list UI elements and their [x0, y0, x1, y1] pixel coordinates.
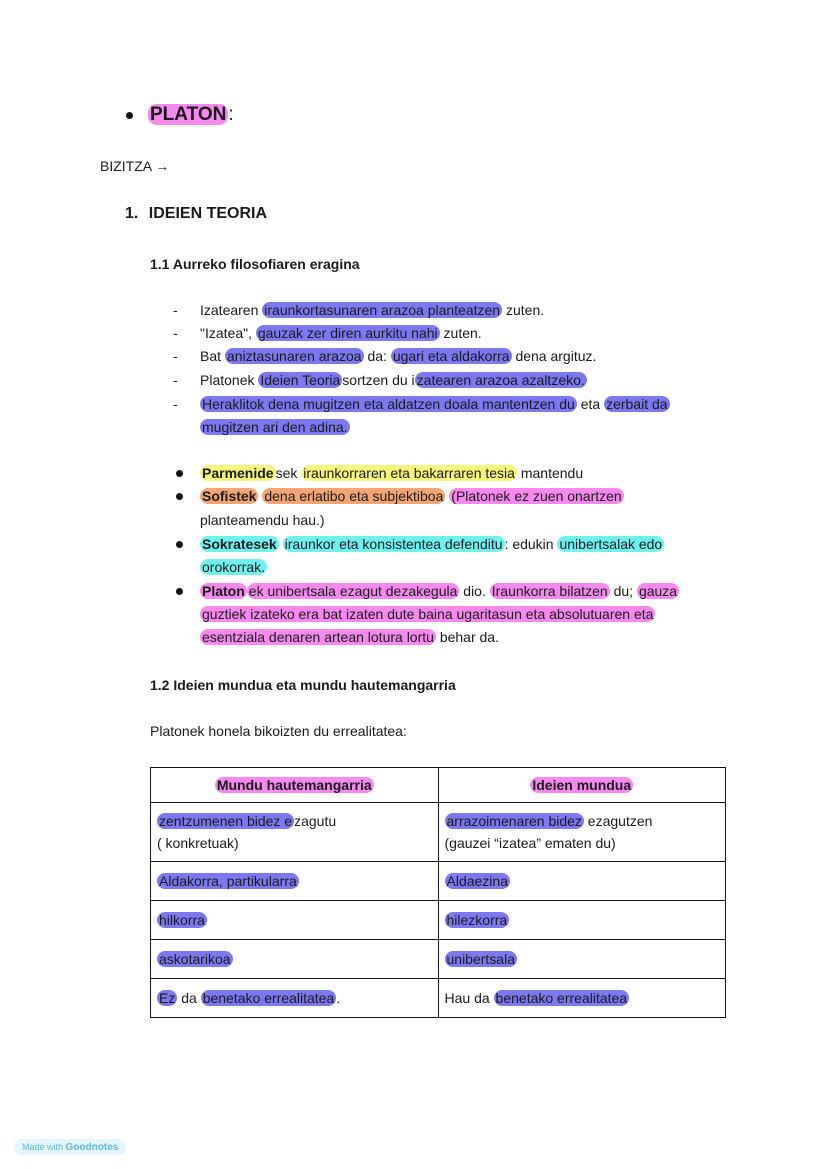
- highlight: orokorrak.: [202, 559, 266, 575]
- highlight: Ideien Teoria: [260, 372, 341, 388]
- text: (gauzei “izatea” ematen du): [444, 835, 616, 851]
- highlight: benetako errealitatea: [495, 990, 628, 1006]
- highlight: ugari eta aldakorra: [392, 348, 510, 364]
- table-row: [151, 862, 726, 901]
- text: behar da.: [439, 629, 499, 645]
- text: dio.: [463, 583, 486, 599]
- table-row: [151, 979, 726, 1018]
- subsection-1-title: 1.1 Aurreko filosofiaren eragina: [150, 256, 360, 272]
- text: : edukin: [504, 536, 554, 552]
- dash-marker: -: [173, 302, 178, 318]
- text: dena argituz.: [515, 348, 597, 364]
- table-row: [151, 803, 726, 862]
- highlight: zatearen arazoa azaltzeko.: [416, 372, 585, 388]
- highlight: (Platonek ez zuen onartzen: [451, 488, 622, 504]
- table-cell: [151, 803, 439, 862]
- highlight: Iraunkorra bilatzen: [491, 583, 608, 599]
- text: zuten.: [505, 302, 545, 318]
- bullet-item-4-line3: [200, 629, 499, 645]
- highlight: guztiek izateko era bat izaten dute baina ugaritasun eta absolutuaren eta: [202, 606, 654, 622]
- dash-marker: -: [173, 372, 178, 388]
- bullet-marker: [176, 588, 183, 595]
- bizitza-label: BIZITZA →: [100, 158, 170, 174]
- text: "Izatea",: [200, 325, 252, 341]
- highlight: Aldakorra, partikularra: [159, 873, 297, 889]
- subsection-2-title: 1.2 Ideien mundua eta mundu hautemangarria: [150, 677, 456, 693]
- text: Platonek: [200, 372, 255, 388]
- highlight: gauza: [638, 583, 678, 599]
- highlight: hilkorra: [159, 912, 205, 928]
- dash-item-2: [200, 325, 482, 341]
- title-bullet: [126, 112, 133, 119]
- dash-item-5-line2: [200, 419, 350, 435]
- title-suffix: :: [228, 104, 234, 125]
- bullet-item-4-line2: [200, 606, 655, 622]
- text: ( konkretuak): [157, 835, 239, 851]
- highlight: Sokratesek: [202, 536, 277, 552]
- dash-item-3: [200, 348, 596, 364]
- text: Izatearen: [200, 302, 259, 318]
- text: zuten.: [443, 325, 482, 341]
- highlight: iraunkor eta konsistentea defenditu: [284, 536, 503, 552]
- highlight: Parmenide: [202, 465, 274, 481]
- highlight: Aldaezina: [446, 873, 508, 889]
- table-cell: [438, 940, 726, 979]
- text: Bat: [200, 348, 222, 364]
- text: da: [181, 990, 197, 1006]
- subsection-2-intro: Platonek honela bikoizten du errealitatea:: [150, 723, 407, 739]
- text: eta: [580, 396, 601, 412]
- goodnotes-badge: [14, 1139, 126, 1155]
- bullet-marker: [176, 541, 183, 548]
- text: zagutu: [294, 813, 337, 829]
- table-cell: [438, 803, 726, 862]
- table-cell: [151, 901, 439, 940]
- highlight: Platon: [202, 583, 245, 599]
- dash-marker: -: [173, 325, 178, 341]
- highlight: ek unibertsala ezagut dezakegula: [248, 583, 458, 599]
- text: sortzen du i: [342, 372, 415, 388]
- section-heading: [125, 205, 267, 223]
- dash-item-4: [200, 372, 587, 388]
- text: .: [336, 990, 341, 1006]
- bullet-marker: [176, 493, 183, 500]
- text: du;: [613, 583, 634, 599]
- table-row: [151, 901, 726, 940]
- highlight: zerbait da: [606, 396, 668, 412]
- highlight: benetako errealitatea: [202, 990, 335, 1006]
- section-number: 1.: [125, 205, 139, 222]
- table-header-row: [151, 768, 726, 803]
- text: mantendu: [520, 465, 584, 481]
- bullet-item-4: [200, 583, 679, 599]
- dash-marker: -: [173, 348, 178, 364]
- highlight: Ez: [159, 990, 176, 1006]
- highlight: mugitzen ari den adina.: [202, 419, 348, 435]
- highlight: aniztasunaren arazoa: [226, 348, 362, 364]
- highlight: gauzak zer diren aurkitu nahi: [257, 325, 438, 341]
- table-cell: [151, 862, 439, 901]
- bullet-item-3-line2: [200, 559, 267, 575]
- page-title: [148, 103, 234, 127]
- header-label: Ideien mundua: [532, 777, 632, 793]
- highlight: Sofistek: [202, 488, 257, 504]
- highlight: zentzumenen bidez e: [159, 813, 293, 829]
- table-cell: [438, 901, 726, 940]
- text: ezagutzen: [587, 813, 653, 829]
- text: Hau da: [444, 990, 490, 1006]
- text: sek: [275, 465, 298, 481]
- highlight: iraunkortasunaren arazoa planteatzen: [264, 302, 501, 318]
- bullet-marker: [176, 470, 183, 477]
- highlight: dena erlatibo eta subjektiboa: [264, 488, 444, 504]
- table-cell: [438, 979, 726, 1018]
- highlight: esentziala denaren artean lotura lortu: [202, 629, 434, 645]
- highlight: Heraklitok dena mugitzen eta aldatzen doala mantentzen du: [202, 396, 575, 412]
- highlight: unibertsalak edo: [559, 536, 663, 552]
- highlight: hilezkorra: [446, 912, 508, 928]
- bullet-item-3: [200, 536, 664, 552]
- table-header: [151, 768, 439, 803]
- highlight: arrazoimenaren bidez: [446, 813, 582, 829]
- table-header: [438, 768, 726, 803]
- highlight: iraunkorraren eta bakarraren tesia: [303, 465, 515, 481]
- text: da:: [367, 348, 387, 364]
- made-with-label: Made with: [22, 1142, 64, 1152]
- title-name: PLATON: [150, 104, 227, 125]
- highlight: askotarikoa: [159, 951, 231, 967]
- dash-marker: -: [173, 396, 178, 412]
- comparison-table: [150, 767, 726, 1018]
- table-cell: [151, 979, 439, 1018]
- dash-item-1: [200, 302, 544, 318]
- bullet-item-2: [200, 488, 624, 504]
- goodnotes-logo: Goodnotes: [65, 1142, 119, 1153]
- bullet-item-2-line2: planteamendu hau.): [200, 512, 325, 528]
- bullet-item-1: [200, 465, 583, 481]
- table-cell: [151, 940, 439, 979]
- header-label: Mundu hautemangarria: [216, 777, 372, 793]
- highlight: unibertsala: [446, 951, 515, 967]
- section-title: IDEIEN TEORIA: [148, 205, 268, 222]
- dash-item-5: [200, 396, 670, 412]
- table-cell: [438, 862, 726, 901]
- table-row: [151, 940, 726, 979]
